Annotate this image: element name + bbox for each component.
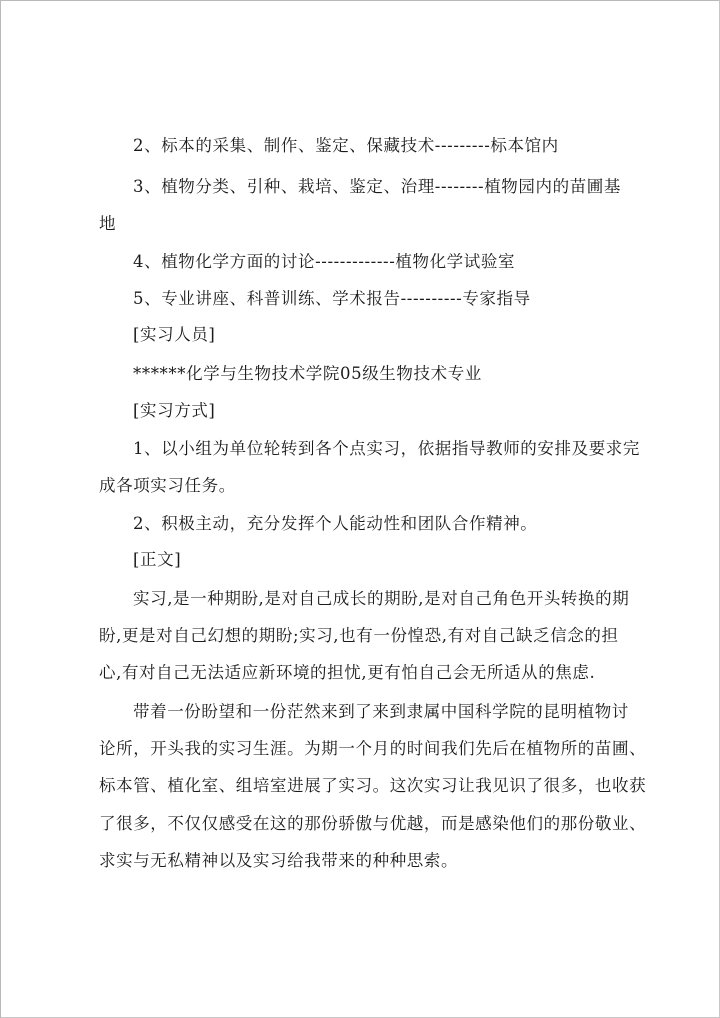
method-item-2: 2、积极主动，充分发挥个人能动性和团队合作精神。 <box>133 514 538 533</box>
section-heading-interns: [实习人员] <box>133 325 216 344</box>
body-paragraph-2-line-4: 了很多，不仅仅感受在这的那份骄傲与优越，而是感染他们的那份敬业、 <box>99 814 647 833</box>
list-item-plant-classification: 3、植物分类、引种、栽培、鉴定、治理--------植物园内的苗圃基 <box>133 177 621 196</box>
body-paragraph-2-line-5: 求实与无私精神以及实习给我带来的种种思索。 <box>99 851 459 870</box>
method-item-1: 1、以小组为单位轮转到各个点实习，依据指导教师的安排及要求完 <box>133 439 640 458</box>
section-heading-body: [正文] <box>133 550 182 569</box>
body-paragraph-1-line-2: 盼,更是对自己幻想的期盼;实习,也有一份惶恐,有对自己缺乏信念的担 <box>99 626 619 645</box>
body-paragraph-1-line-3: 心,有对自己无法适应新环境的担忧,更有怕自己会无所适从的焦虑. <box>99 663 596 682</box>
list-item-lectures: 5、专业讲座、科普训练、学术报告----------专家指导 <box>133 289 531 308</box>
body-paragraph-2-line-3: 标本管、植化室、组培室进展了实习。这次实习让我见识了很多，也收获 <box>99 776 647 795</box>
list-item-plant-classification-cont: 地 <box>99 214 117 233</box>
list-item-phytochemistry: 4、植物化学方面的讨论-------------植物化学试验室 <box>133 252 516 271</box>
list-item-specimen-techniques: 2、标本的采集、制作、鉴定、保藏技术---------标本馆内 <box>133 136 559 155</box>
interns-description: ******化学与生物技术学院05级生物技术专业 <box>133 364 482 383</box>
section-heading-method: [实习方式] <box>133 401 216 420</box>
body-paragraph-2-line-1: 带着一份盼望和一份茫然来到了来到隶属中国科学院的昆明植物讨 <box>133 702 629 721</box>
method-item-1-cont: 成各项实习任务。 <box>99 476 236 495</box>
body-paragraph-2-line-2: 论所，开头我的实习生涯。为期一个月的时间我们先后在植物所的苗圃、 <box>99 739 647 758</box>
body-paragraph-1-line-1: 实习,是一种期盼,是对自己成长的期盼,是对自己角色开头转换的期 <box>133 589 630 608</box>
